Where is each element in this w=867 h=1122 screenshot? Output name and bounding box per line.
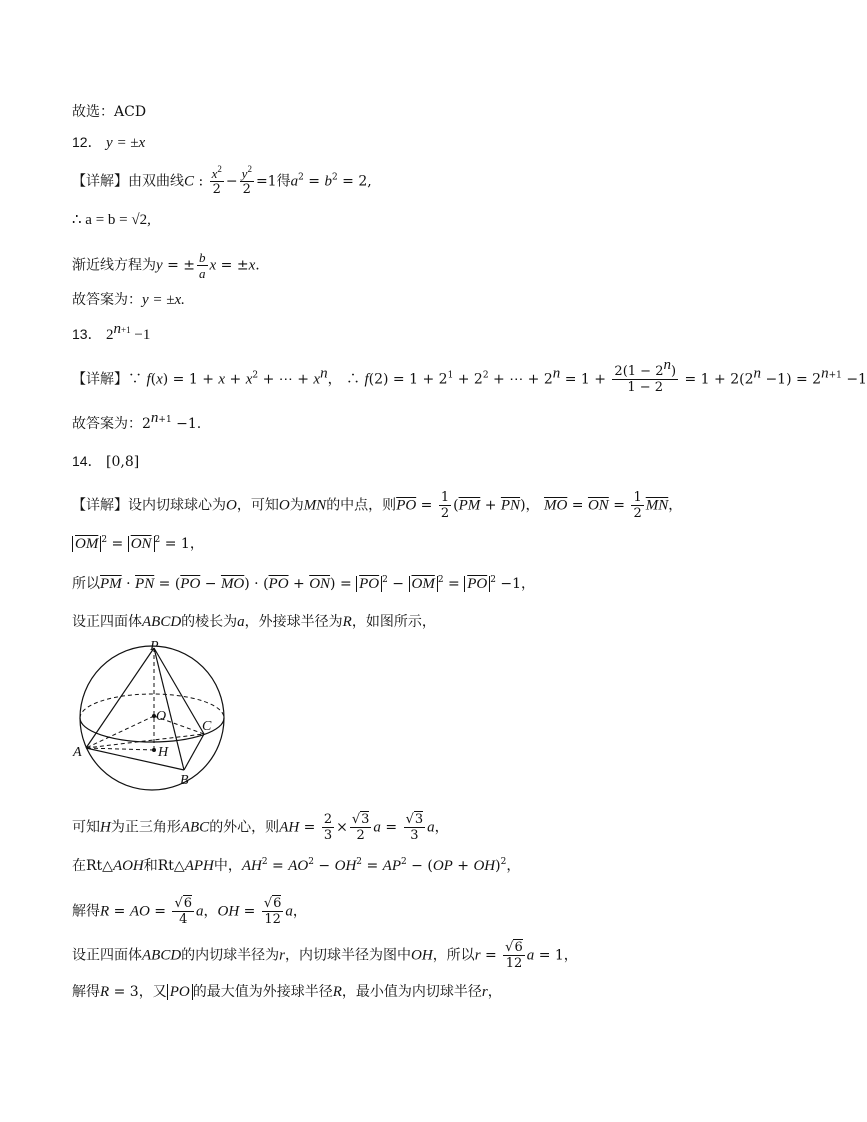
visible-edges (86, 648, 204, 770)
q12-final-answer: 故答案为：y = ±x. (72, 292, 185, 308)
label-P: P (150, 639, 159, 654)
q14-detail-line-2: $\overline{OM}$ $^2 = \overline{ON}$ $^2$ = 1， (72, 534, 204, 554)
question-13-answer: 13． $2^{n+1} -1$ (72, 321, 151, 343)
question-12-answer: 12． y = ±x (72, 134, 146, 151)
q12-detail-line-2: ∴ a = b = √2, (72, 212, 151, 228)
q14-detail-line-4: 设正四面体ABCD的棱长为a，外接球半径为R，如图所示， (72, 614, 436, 630)
q14-detail-line-5: 可知H为正三角形ABC的外心，则AH = $\frac{2}{3}$ × $\frac{√3}{2}$ a = $\frac{√3}{3}$ a， (72, 812, 449, 843)
q13-detail-line-1: 【详解】∵ $f(x) = 1 + x + x^2$ + ⋯ + $x^n$， ∴ $f(2) = 1 + 2^1 + 2^2$ + ⋯ + $2^n = 1$ + $\frac{2(1 - 2^n)}{1 - 2}$ = $1 + 2(2^n -1) = 2^{n+1} -1$ (72, 357, 867, 395)
q14-detail-line-1: 【详解】设内切球球心为O，可知O为MN的中点，则$\overline{PO}$ = $\frac{1}{2}$ $(\overline{PM} + \overline{PN})$， $\overline{MO} = \overline{ON}$ = $\frac{1}{2}$ $\overline{MN}$， (72, 490, 683, 521)
q14-detail-line-6: 在Rt△AOH和Rt△APH中，$AH^2 = AO^2 - OH^2 = AP^2 - (OP + OH)^2$， (72, 857, 521, 874)
label-O: O (156, 709, 167, 724)
q14-detail-line-3: 所以$\overline{PM} \cdot \overline{PN} = (\overline{PO} - \overline{MO}) \cdot (\overline{PO} + \overline{ON}) = \overline{PO}$ $^2 - \overline{OM}$ $^2 = \overline{PO}$ $^2$ −1， (72, 575, 536, 592)
q12-detail-line-3: 渐近线方程为y = ± $\frac{b}{a}$ x = ±x. (72, 250, 260, 281)
q13-final-answer: 故答案为：$2^{n+1} -1$. (72, 410, 202, 432)
label-A: A (73, 745, 82, 760)
q12-detail-line-1: 【详解】由双曲线C : $\frac{x^2}{2}$ − $\frac{y^2}{2}$ =1得$a^2 = b^2 = 2$, (72, 164, 372, 197)
label-H: H (158, 745, 169, 760)
q14-detail-line-7: 解得R = AO = $\frac{√6}{4}$ a，OH = $\frac{√6}{12}$ a， (72, 896, 307, 927)
q14-detail-line-9: 解得R = 3，又 PO 的最大值为外接球半径R，最小值为内切球半径r， (72, 984, 502, 1000)
sphere-outline (80, 646, 224, 790)
point-H (152, 748, 156, 752)
question-14-answer: 14． [0,8] (72, 453, 140, 470)
label-C: C (202, 719, 212, 734)
label-B: B (180, 773, 189, 788)
q14-detail-line-8: 设正四面体ABCD的内切球半径为r，内切球半径为图中OH，所以r = $\frac{√6}{12}$ a = 1， (72, 940, 578, 971)
sphere-tetrahedron-figure (72, 638, 232, 788)
answer-choice-line: 故选：ACD (72, 104, 147, 120)
equator-back (80, 694, 224, 718)
hidden-edges (86, 648, 204, 750)
